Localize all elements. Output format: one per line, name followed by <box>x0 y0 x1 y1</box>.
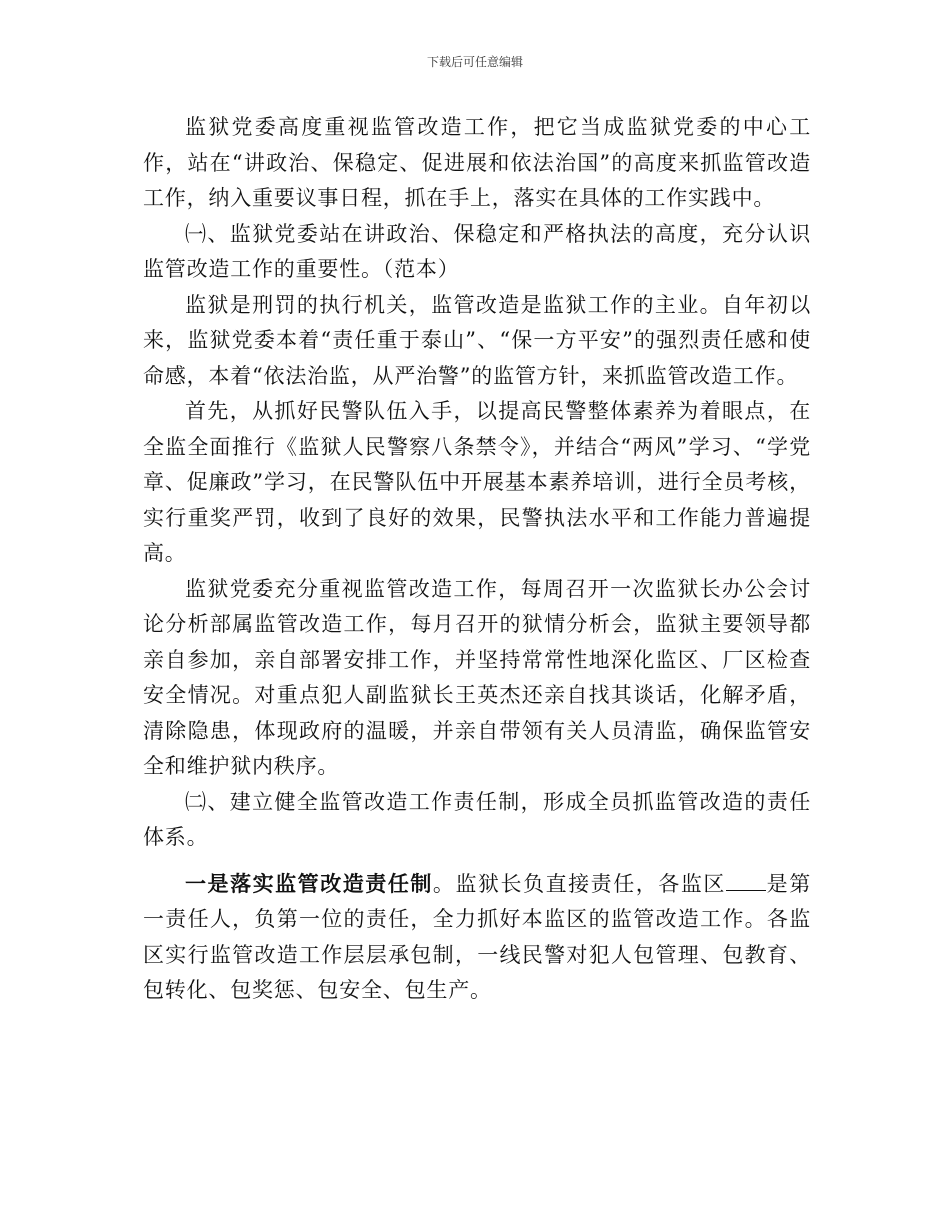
paragraph-party-committee: 监狱党委充分重视监管改造工作，每周召开一次监狱长办公会讨论分析部属监管改造工作，每月召开的狱情分析会，监狱主要领导都亲自参加，亲自部署安排工作，并坚持常常性地深化监区、厂区检查安全情况。对重点犯人副监狱长王英杰还亲自找其谈话，化解矛盾，清除隐患，体现政府的温暖，并亲自带领有关人员清监，确保监管安全和维护狱内秩序。 <box>143 576 811 778</box>
paragraph-text-part1: 。监狱长负直接责任，各监区 <box>432 871 726 896</box>
paragraph-lead-bold: 一是落实监管改造责任制 <box>185 870 433 896</box>
page-header: 下载后可任意编辑 <box>426 55 523 69</box>
section-heading-1: ㈠、监狱党委站在讲政治、保稳定和严格执法的高度，充分认识监管改造工作的重要性。（范本） <box>143 221 811 281</box>
paragraph-prison-role: 监狱是刑罚的执行机关，监管改造是监狱工作的主业。自年初以来，监狱党委本着“责任重于泰山”、“保一方平安”的强烈责任感和使命感，本着“依法治监，从严治警”的监管方针，来抓监管改造工作。 <box>143 292 811 388</box>
paragraph-text-part2: 是第一责任人，负第一位的责任，全力抓好本监区的监管改造工作。各监区实行监管改造工作层层承包制，一线民警对犯人包管理、包教育、包转化、包奖惩、包安全、包生产。 <box>143 871 811 1002</box>
document-body <box>143 110 811 1009</box>
paragraph-responsibility <box>143 866 811 1009</box>
section-heading-2: ㈡、建立健全监管改造工作责任制，形成全员抓监管改造的责任体系。 <box>143 789 811 849</box>
paragraph-police-team: 首先，从抓好民警队伍入手，以提高民警整体素养为着眼点，在全监全面推行《监狱人民警察八条禁令》，并结合“两风”学习、“学党章、促廉政”学习，在民警队伍中开展基本素养培训，进行全员考核，实行重奖严罚，收到了良好的效果，民警执法水平和工作能力普遍提高。 <box>143 399 811 565</box>
blank-underline <box>726 872 766 891</box>
paragraph-intro: 监狱党委高度重视监管改造工作，把它当成监狱党委的中心工作，站在“讲政治、保稳定、促进展和依法治国”的高度来抓监管改造工作，纳入重要议事日程，抓在手上，落实在具体的工作实践中。 <box>143 115 811 210</box>
